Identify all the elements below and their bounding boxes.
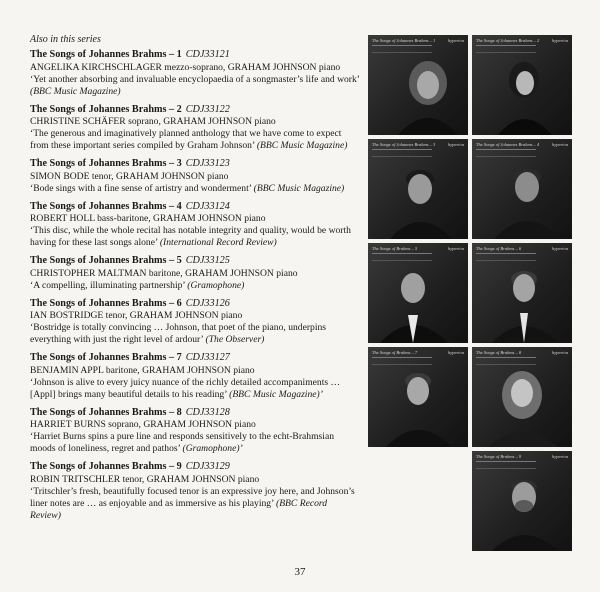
series-heading: Also in this series [30, 34, 101, 45]
review-source: (Gramophone) [187, 279, 245, 291]
cover-names-block [372, 149, 432, 157]
entry-volume-9 [30, 461, 360, 522]
cover-names-block [372, 45, 432, 53]
cover-volume-8 [472, 347, 572, 447]
review-quote: ‘Tritschler’s fresh, beautifully focused tenor is an expressive joy here, and Johnson’s liner notes are … as enjoyable and as immersive as his playing’ [30, 485, 355, 509]
entry-volume-3 [30, 158, 360, 195]
review-quote: ‘Yet another absorbing and invaluable encyclopaedia of a songmaster’s life and work’ [30, 73, 360, 85]
catalogue-number: CDJ33126 [185, 297, 230, 309]
entry-performers: BENJAMIN APPL baritone, GRAHAM JOHNSON piano [30, 364, 255, 376]
cover-volume-2 [472, 35, 572, 135]
entry-performers: ROBIN TRITSCHLER tenor, GRAHAM JOHNSON piano [30, 473, 260, 485]
cover-title: The Songs of Johannes Brahms – 3 [372, 142, 436, 147]
hyperion-logo: hyperion [552, 142, 568, 147]
entry-volume-8 [30, 407, 360, 456]
cover-volume-4 [472, 139, 572, 239]
entry-performers: CHRISTOPHER MALTMAN baritone, GRAHAM JOHNSON piano [30, 267, 298, 279]
review-source: (BBC Record Review) [30, 497, 328, 521]
catalogue-number: CDJ33122 [185, 103, 230, 115]
catalogue-number: CDJ33125 [185, 255, 230, 266]
entry-title: The Songs of Johannes Brahms – 4 [30, 200, 182, 212]
cover-title: The Songs of Brahms – 8 [476, 350, 522, 355]
catalogue-number: CDJ33124 [185, 200, 230, 212]
review-source: (The Observer) [205, 334, 265, 345]
entries-list [30, 49, 360, 528]
cover-title: The Songs of Brahms – 5 [372, 246, 418, 251]
review-source: (International Record Review) [159, 237, 277, 248]
entry-title: The Songs of Johannes Brahms – 3 [30, 158, 182, 169]
entry-performers: CHRISTINE SCHÄFER soprano, GRAHAM JOHNSON piano [30, 116, 276, 127]
review-source: (BBC Music Magazine) [30, 85, 121, 97]
page-number: 37 [294, 566, 306, 578]
cover-names-block [372, 357, 432, 365]
hyperion-logo: hyperion [552, 38, 568, 43]
entry-performers: ROBERT HOLL bass-baritone, GRAHAM JOHNSON piano [30, 213, 266, 224]
entry-performers: SIMON BODE tenor, GRAHAM JOHNSON piano [30, 170, 229, 182]
hyperion-logo: hyperion [448, 38, 464, 43]
cover-names-block [476, 45, 536, 53]
entry-performers: HARRIET BURNS soprano, GRAHAM JOHNSON piano [30, 419, 256, 430]
entry-volume-5 [30, 255, 360, 292]
catalogue-number: CDJ33121 [185, 49, 230, 60]
cover-volume-1 [368, 35, 468, 135]
hyperion-logo: hyperion [448, 246, 464, 251]
hyperion-logo: hyperion [552, 350, 568, 355]
entry-title: The Songs of Johannes Brahms – 9 [30, 461, 182, 472]
cover-names-block [476, 149, 536, 157]
review-source: (BBC Music Magazine)’ [229, 388, 323, 400]
cover-names-block [372, 253, 432, 261]
entry-volume-7 [30, 352, 360, 401]
review-quote: ‘The generous and imaginatively planned anthology that we have come to expect from these important series compiled by Graham Johnson’ [30, 128, 342, 151]
cover-title: The Songs of Johannes Brahms – 1 [372, 38, 436, 43]
hyperion-logo: hyperion [448, 350, 464, 355]
entry-title: The Songs of Johannes Brahms – 6 [30, 297, 182, 309]
cover-title: The Songs of Brahms – 9 [476, 454, 522, 459]
entry-volume-2 [30, 104, 360, 153]
review-quote: ‘Bostridge is totally convincing … Johnson, that poet of the piano, underpins everything with just the right level of ardour’ [30, 322, 327, 345]
review-quote: ‘Harriet Burns spins a pure line and responds sensitively to the echt-Brahmsian moods of loneliness, regret and pathos’ [30, 431, 334, 454]
entry-volume-4 [30, 201, 360, 250]
entry-volume-1 [30, 49, 360, 98]
entry-title: The Songs of Johannes Brahms – 5 [30, 255, 182, 266]
catalogue-number: CDJ33129 [185, 461, 230, 472]
entry-title: The Songs of Johannes Brahms – 7 [30, 352, 182, 363]
entry-performers: ANGELIKA KIRCHSCHLAGER mezzo-soprano, GRAHAM JOHNSON piano [30, 61, 341, 73]
entry-title: The Songs of Johannes Brahms – 1 [30, 49, 182, 60]
review-quote: ‘This disc, while the whole recital has notable integrity and quality, would be worth having for these last songs alone’ [30, 225, 351, 248]
cover-volume-9 [472, 451, 572, 551]
cover-title: The Songs of Brahms – 7 [372, 350, 418, 355]
catalogue-number: CDJ33123 [185, 158, 230, 169]
hyperion-logo: hyperion [448, 142, 464, 147]
cover-volume-7 [368, 347, 468, 447]
cover-volume-6 [472, 243, 572, 343]
review-source: (BBC Music Magazine) [256, 140, 348, 151]
entry-title: The Songs of Johannes Brahms – 8 [30, 406, 182, 418]
catalogue-number: CDJ33128 [185, 406, 230, 418]
cover-names-block [476, 357, 536, 365]
cover-volume-5 [368, 243, 468, 343]
cover-names-block [476, 253, 536, 261]
hyperion-logo: hyperion [552, 246, 568, 251]
review-source: (Gramophone)’ [182, 443, 243, 454]
cover-volume-3 [368, 139, 468, 239]
cover-title: The Songs of Johannes Brahms – 2 [476, 38, 540, 43]
review-quote: ‘Johnson is alive to every juicy nuance of the richly detailed accompaniments … [Appl] brings many beautiful details to his reading’ [30, 376, 341, 400]
cover-title: The Songs of Johannes Brahms – 4 [476, 142, 540, 147]
review-source: (BBC Music Magazine) [253, 182, 345, 194]
review-quote: ‘Bode sings with a fine sense of artistry and wonderment’ [30, 182, 252, 194]
entry-volume-6 [30, 298, 360, 347]
entry-title: The Songs of Johannes Brahms – 2 [30, 103, 182, 115]
review-quote: ‘A compelling, illuminating partnership’ [30, 279, 185, 291]
entry-performers: IAN BOSTRIDGE tenor, GRAHAM JOHNSON piano [30, 310, 243, 321]
cover-names-block [476, 461, 536, 469]
hyperion-logo: hyperion [552, 454, 568, 459]
cover-title: The Songs of Brahms – 6 [476, 246, 522, 251]
catalogue-number: CDJ33127 [185, 352, 230, 363]
